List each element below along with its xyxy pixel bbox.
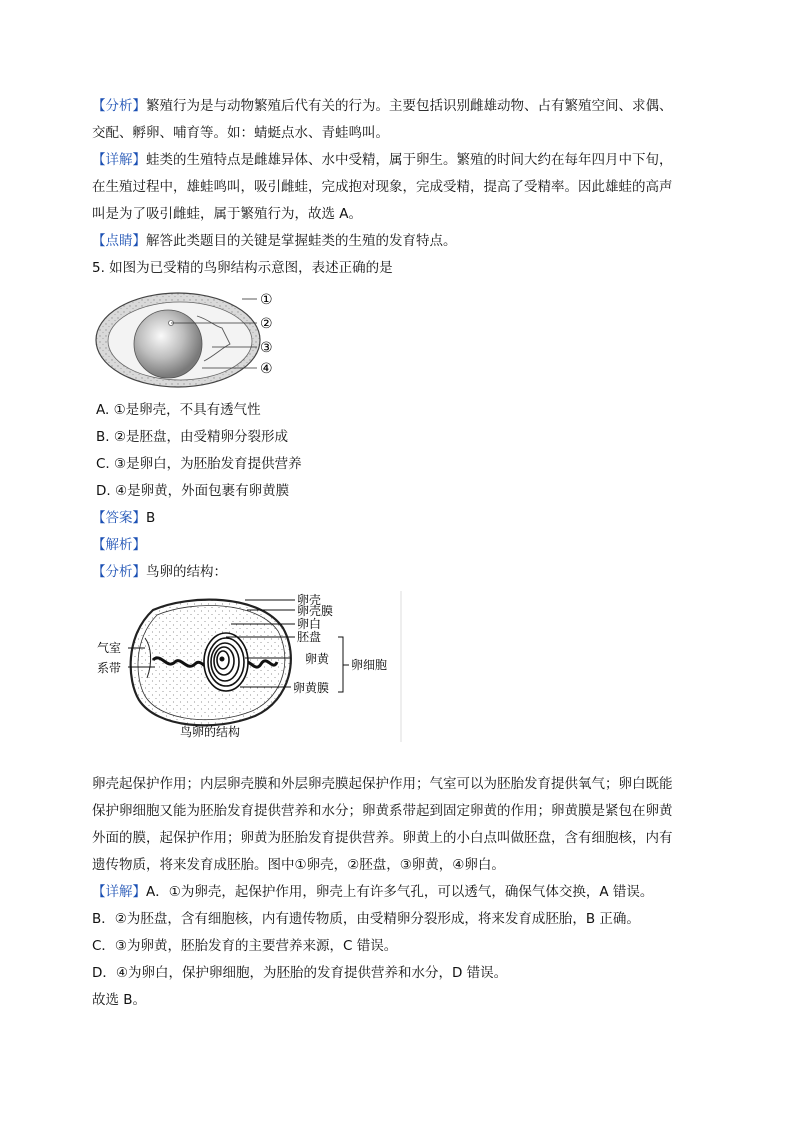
explain-tag: 【解析】 [92,537,146,553]
option-b: B. ②是胚盘，由受精卵分裂形成 [96,429,288,445]
body-text-line-1: 卵壳起保护作用；内层卵壳膜和外层卵壳膜起保护作用；气室可以为胚胎发育提供氧气；卵白既能 [92,776,673,792]
detail-text: 蛙类的生殖特点是雌雄异体、水中受精，属于卵生。繁殖的时间大约在每年四月中下旬， [146,152,673,168]
figure-caption: 鸟卵的结构 [180,725,241,739]
comment-text: 解答此类题目的关键是掌握蛙类的生殖的发育特点。 [146,233,457,249]
comment-paragraph [92,231,712,251]
label-yolk-membrane: 卵黄膜 [293,681,330,695]
label-shell: 卵壳 [297,593,322,607]
option-d: D. ④是卵黄，外面包裹有卵黄膜 [96,483,290,499]
label-air-cell: 气室 [97,641,122,655]
detail2-line-c: C．③为卵黄，胚胎发育的主要营养来源，C 错误。 [92,938,398,954]
label-3: ③ [260,340,273,356]
label-egg-cell: 卵细胞 [351,658,388,672]
analysis-paragraph [92,96,712,116]
option-a: A. ①是卵壳，不具有透气性 [96,402,261,418]
answer-line [92,508,712,528]
label-albumen: 卵白 [297,617,322,631]
option-c: C. ③是卵白，为胚胎发育提供营养 [96,456,302,472]
label-blastodisc: 胚盘 [297,630,322,644]
detail2-text-a: A．①为卵壳，起保护作用，卵壳上有许多气孔，可以透气，确保气体交换，A 错误。 [146,884,654,900]
detail-text-line3: 叫是为了吸引雌蛙，属于繁殖行为，故选 A。 [92,206,363,222]
detail-paragraph [92,150,712,170]
label-4: ④ [260,361,273,377]
detail2-line-d: D．④为卵白，保护卵细胞，为胚胎的发育提供营养和水分，D 错误。 [92,965,508,981]
comment-tag: 【点睛】 [92,233,146,249]
bird-egg-structure-diagram [95,588,407,744]
label-chalaza: 系带 [97,661,122,675]
answer-value: B [146,510,156,526]
analysis2-tag: 【分析】 [92,564,146,580]
label-shell-membrane: 卵壳膜 [297,604,334,618]
body-text-line-4: 遗传物质，将来发育成胚胎。图中①卵壳，②胚盘，③卵黄，④卵白。 [92,857,505,873]
question-stem: 5. 如图为已受精的鸟卵结构示意图，表述正确的是 [92,260,393,276]
detail2-tag: 【详解】 [92,884,146,900]
detail-text-line2: 在生殖过程中，雄蛙鸣叫，吸引雌蛙，完成抱对现象，完成受精，提高了受精率。因此雄蛙的高声 [92,179,673,195]
egg-cell-bracket [338,637,349,692]
yolk-shape [134,310,202,378]
label-2: ② [260,316,273,332]
detail2-line-b: B．②为胚盘，含有细胞核，内有遗传物质，由受精卵分裂形成，将来发育成胚胎，B 正确。 [92,911,640,927]
label-yolk: 卵黄 [305,652,330,666]
blastodisc-center [220,657,225,662]
analysis2-line [92,562,712,582]
conclusion-line: 故选 B。 [92,992,147,1008]
detail-tag: 【详解】 [92,152,146,168]
label-1: ① [260,292,273,308]
analysis2-text: 鸟卵的结构： [146,564,227,580]
answer-tag: 【答案】 [92,510,146,526]
analysis-text: 繁殖行为是与动物繁殖后代有关的行为。主要包括识别雌雄动物、占有繁殖空间、求偶、 [146,98,673,114]
body-text-line-3: 外面的膜，起保护作用；卵黄为胚胎发育提供营养。卵黄上的小白点叫做胚盘，含有细胞核，内有 [92,830,673,846]
analysis-tag: 【分析】 [92,98,146,114]
body-text-line-2: 保护卵细胞又能为胚胎发育提供营养和水分；卵黄系带起到固定卵黄的作用；卵黄膜是紧包在卵黄 [92,803,673,819]
analysis-text-line2: 交配、孵卵、哺育等。如：蜻蜓点水、青蛙鸣叫。 [92,125,389,141]
egg-structure-figure [92,286,292,392]
detail2-line-a [92,882,712,902]
